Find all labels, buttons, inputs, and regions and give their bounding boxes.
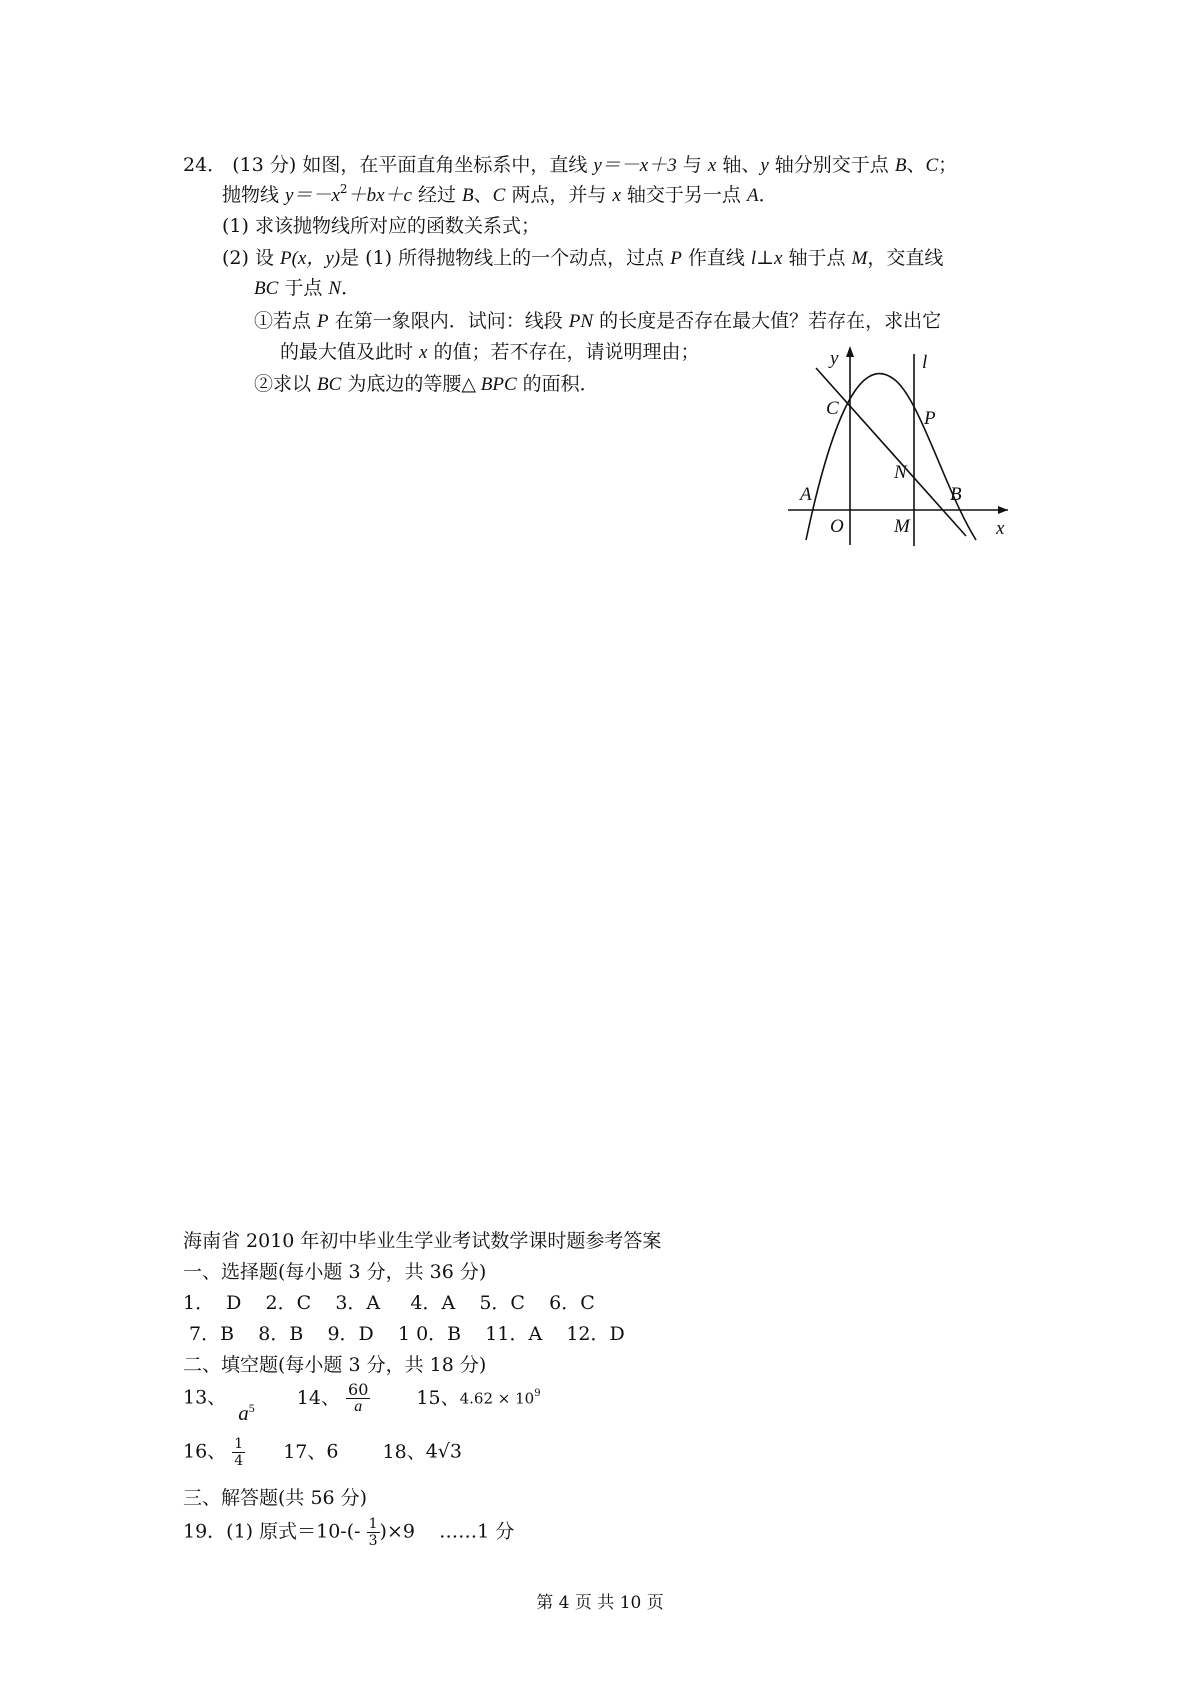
point-c: C [925,155,939,176]
label-16: 16、 [183,1440,227,1463]
text: 的值；若不存在，请说明理由； [427,341,700,363]
answer-19-rest: )×9 ……1 分 [379,1520,515,1543]
text: ． [758,184,778,206]
answers-row-1: 1． D 2．C 3．A 4．A 5．C 6．C [183,1292,595,1314]
text: 是 (1) 所得抛物线上的一个动点，过点 [340,247,671,269]
text: ； [938,154,958,176]
text: 在第一象限内．试问：线段 [328,310,569,332]
label-15: 15、 [416,1386,460,1409]
answer-15-exp: 9 [534,1387,541,1399]
exponent: 2 [339,182,348,196]
text: 经过 [411,184,463,206]
label-a: A [800,484,812,505]
point-a: A [746,185,759,206]
segment-pn: PN [568,311,594,332]
answers-row-2: 7．B 8．B 9．D 1 0．B 11．A 12．D [183,1323,625,1345]
text: 抛物线 [222,184,286,206]
x-axis-arrow [998,506,1008,514]
answer-19-line [183,1516,514,1556]
text: 轴交于另一点 [620,184,747,206]
page-footer: 第 4 页 共 10 页 [536,1593,664,1613]
problem-score: (13 分) [232,154,297,176]
label-n: N [894,462,907,483]
label-p: P [924,408,936,429]
answer-16-den: 4 [234,1453,244,1469]
answer-18: 4√3 [425,1440,463,1463]
label-18: 18、 [382,1440,426,1463]
fill-answers-row-1 [183,1382,541,1428]
question-1-line-1 [254,308,941,335]
line-l: l⊥x [750,248,783,269]
equation: y＝－x＋3 [593,155,677,176]
label-b: B [950,484,962,505]
text: 为底边的等腰 [341,373,462,395]
text: 的面积． [516,373,599,395]
text: 的长度是否存在最大值？若存在，求出它 [593,310,942,332]
var-y: y [760,155,769,176]
answer-16 [232,1436,245,1469]
point-c: C [492,185,506,206]
text: 轴于点 [782,247,852,269]
y-axis-arrow [846,346,854,357]
fill-answers-row-2 [183,1436,462,1476]
var-x: x [707,155,717,176]
segment-bc: BC [317,374,342,395]
label-17: 17、 [283,1440,327,1463]
answer-19-text: 19．(1) 原式＝10-(- [183,1520,361,1543]
point-n: N [328,278,342,299]
point-m: M [851,248,868,269]
answer-16-num: 1 [234,1436,244,1452]
label-y: y [830,348,839,369]
answer-19-den: 3 [368,1533,378,1549]
answers-title: 海南省 2010 年初中毕业生学业考试数学课时题参考答案 [183,1230,662,1252]
equation: y＝－x [285,185,340,206]
point-b: B [894,155,907,176]
answer-14-den: a [354,1398,363,1415]
text: ． [341,277,361,299]
answer-13-exp: 5 [248,1400,255,1415]
text: 作直线 [681,247,751,269]
problem-line-2 [222,182,778,210]
answer-13 [238,1401,255,1425]
answer-15: 4.62 × 10 [459,1389,535,1408]
text: ②求以 [254,373,318,395]
point-b: B [462,185,474,206]
text: 与 [676,154,708,176]
answer-14 [346,1382,370,1415]
segment-bc: BC [254,278,279,299]
point-p: P [317,311,329,332]
problem-number: 24． [183,154,227,176]
question-1-line-2 [280,339,700,366]
text: 、 [473,184,493,206]
text: ①若点 [254,310,318,332]
equation: ＋bx＋c [347,185,412,206]
label-x: x [996,518,1005,539]
answer-13-base: a [238,1400,249,1425]
text: 轴分别交于点 [768,154,895,176]
section-1-heading: 一、选择题(每小题 3 分，共 36 分) [183,1261,487,1283]
text: 如图，在平面直角坐标系中，直线 [302,154,594,176]
text: 两点，并与 [505,184,613,206]
problem-line-1 [183,152,957,179]
part-2-line-2 [254,275,360,302]
text: ，交直线 [867,247,944,269]
label-o: O [830,516,844,537]
answer-19-fraction [367,1516,380,1549]
part-1: (1) 求该抛物线所对应的函数关系式； [222,215,540,237]
triangle-bpc: △ BPC [461,374,517,395]
label-14: 14、 [296,1386,340,1409]
point-p: P [670,248,682,269]
answer-14-num: 60 [348,1380,369,1399]
point-p: P [280,248,292,269]
coords: (x，y) [291,248,341,269]
answer-17: 6 [326,1440,339,1463]
text: 、 [906,154,926,176]
var-x: x [419,342,428,363]
text: 于点 [278,277,329,299]
text: 轴、 [716,154,761,176]
text: (2) 设 [222,247,280,269]
label-m: M [894,516,910,537]
label-l: l [922,352,928,373]
var-x: x [612,185,621,206]
label-c: C [826,398,839,419]
text: 的最大值及此时 [280,341,420,363]
section-3-heading: 三、解答题(共 56 分) [183,1487,368,1509]
question-2 [254,371,599,398]
answer-19-num: 1 [368,1516,378,1532]
label-13: 13、 [183,1386,227,1409]
part-2-line-1 [222,245,943,272]
coordinate-figure [780,340,1020,550]
section-2-heading: 二、填空题(每小题 3 分，共 18 分) [183,1354,487,1376]
